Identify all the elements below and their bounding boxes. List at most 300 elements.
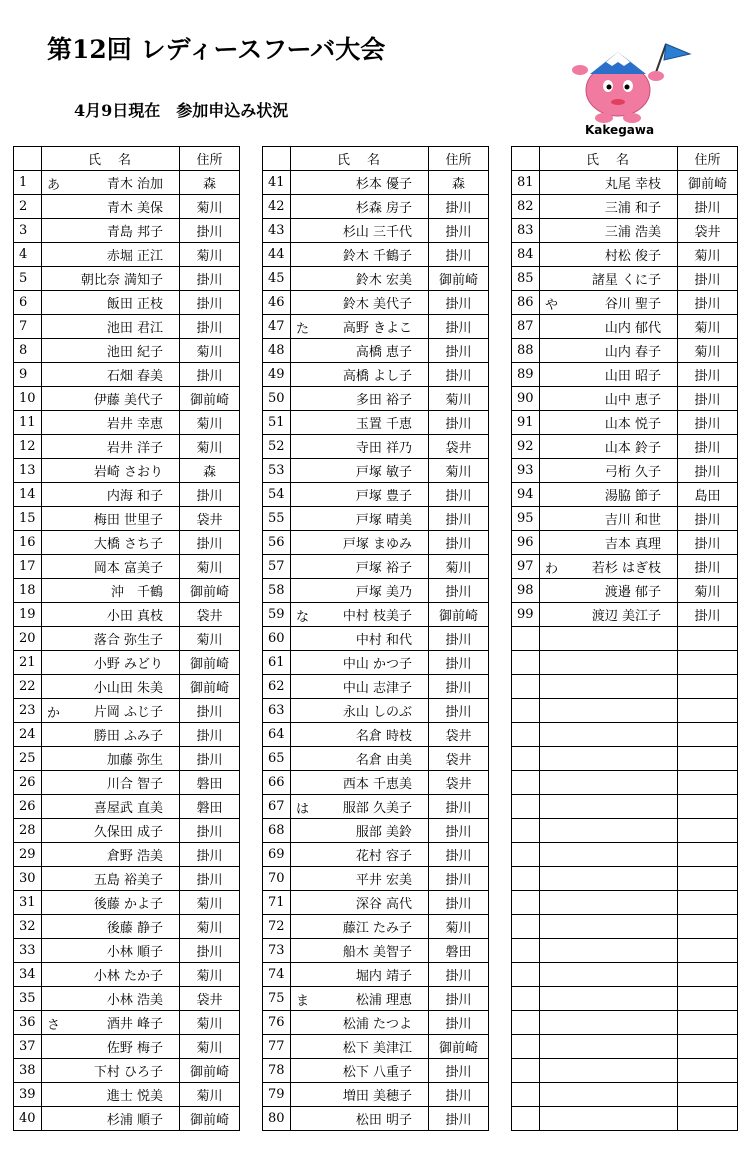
- entry-name-cell: [42, 483, 180, 507]
- entry-number: 26: [14, 795, 42, 819]
- table-header-row: [14, 147, 240, 171]
- entry-name-cell: [540, 1035, 678, 1059]
- entry-number: [512, 1059, 540, 1083]
- entry-name-cell: [291, 243, 429, 267]
- entry-name: 平井 宏美: [355, 873, 412, 888]
- entry-name: 飯田 正枝: [106, 297, 163, 312]
- entry-number: 83: [512, 219, 540, 243]
- entry-name: 久保田 成子: [93, 825, 163, 840]
- table-row: [263, 747, 489, 771]
- entry-address: [678, 867, 738, 891]
- entry-name: 戸塚 敏子: [355, 465, 412, 480]
- table-row: [263, 435, 489, 459]
- entry-address: 菊川: [429, 915, 489, 939]
- entry-name: 渡辺 美江子: [591, 609, 661, 624]
- entry-number: 42: [263, 195, 291, 219]
- entry-name: 沖 千鶴: [110, 585, 163, 600]
- table-row: [14, 867, 240, 891]
- entry-address: 掛川: [429, 891, 489, 915]
- entry-name-cell: [291, 747, 429, 771]
- table-row: [512, 771, 738, 795]
- entry-address: 磐田: [180, 771, 240, 795]
- entry-name: 高野 きよこ: [342, 321, 412, 336]
- entry-number: [512, 651, 540, 675]
- entry-name-cell: [42, 723, 180, 747]
- entry-number: 18: [14, 579, 42, 603]
- entry-name-cell: [291, 1011, 429, 1035]
- table-row: [14, 771, 240, 795]
- table-row: [14, 411, 240, 435]
- entry-number: [512, 987, 540, 1011]
- entry-address: 袋井: [678, 219, 738, 243]
- entry-address: 菊川: [429, 387, 489, 411]
- entry-number: [512, 627, 540, 651]
- table-row: [14, 315, 240, 339]
- entry-name-cell: [291, 915, 429, 939]
- entry-address: [678, 627, 738, 651]
- entry-address: 掛川: [180, 747, 240, 771]
- entry-name-cell: [42, 435, 180, 459]
- entry-number: 61: [263, 651, 291, 675]
- table-row: [512, 699, 738, 723]
- entry-name: 岩崎 さおり: [93, 465, 163, 480]
- entry-name-cell: [291, 603, 429, 627]
- entry-name-cell: [291, 483, 429, 507]
- entry-name-cell: [540, 507, 678, 531]
- entry-name-cell: [291, 819, 429, 843]
- entry-name-cell: [42, 1083, 180, 1107]
- entry-name: 小山田 朱美: [93, 681, 163, 696]
- entry-name: 石畑 春美: [106, 369, 163, 384]
- entry-address: 菊川: [180, 891, 240, 915]
- entry-name: 弓桁 久子: [604, 465, 661, 480]
- entry-address: 御前崎: [180, 651, 240, 675]
- entry-name: 加藤 弥生: [106, 753, 163, 768]
- entry-number: 56: [263, 531, 291, 555]
- entry-number: 66: [263, 771, 291, 795]
- table-row: [263, 267, 489, 291]
- entry-number: 90: [512, 387, 540, 411]
- entry-name-cell: [291, 435, 429, 459]
- entry-name: 五島 裕美子: [93, 873, 163, 888]
- table-row: [512, 915, 738, 939]
- entry-address: [678, 819, 738, 843]
- entry-number: 19: [14, 603, 42, 627]
- entry-address: 掛川: [429, 795, 489, 819]
- kana-group-marker: や: [545, 298, 559, 313]
- table-row: [263, 867, 489, 891]
- entry-number: 12: [14, 435, 42, 459]
- table-row: [14, 579, 240, 603]
- table-row: [512, 579, 738, 603]
- entry-number: 76: [263, 1011, 291, 1035]
- entry-number: 37: [14, 1035, 42, 1059]
- table-row: [14, 531, 240, 555]
- entry-name: 丸尾 幸枝: [604, 177, 661, 192]
- page-title: 第12回 レディースフーバ大会: [47, 35, 386, 64]
- entry-name: 小田 真枝: [106, 609, 163, 624]
- entry-name-cell: [291, 963, 429, 987]
- entry-name: 三浦 和子: [604, 201, 661, 216]
- entry-number: 14: [14, 483, 42, 507]
- entry-name-cell: [540, 387, 678, 411]
- entry-address: 磐田: [180, 795, 240, 819]
- entry-name: 酒井 峰子: [106, 1017, 163, 1032]
- entry-number: 93: [512, 459, 540, 483]
- entry-number: 36: [14, 1011, 42, 1035]
- entry-name-cell: [540, 939, 678, 963]
- entry-address: [678, 771, 738, 795]
- entry-name-cell: [291, 723, 429, 747]
- entry-number: 38: [14, 1059, 42, 1083]
- entry-name: 川合 智子: [106, 777, 163, 792]
- entry-name: 松下 美津江: [342, 1041, 412, 1056]
- entry-address: 御前崎: [180, 579, 240, 603]
- kana-group-marker: た: [296, 322, 310, 337]
- entry-name-cell: [42, 459, 180, 483]
- entry-name-cell: [540, 195, 678, 219]
- entry-number: 6: [14, 291, 42, 315]
- entry-name-cell: [42, 291, 180, 315]
- entry-name: 杉本 優子: [355, 177, 412, 192]
- entry-name-cell: [540, 699, 678, 723]
- entry-number: 50: [263, 387, 291, 411]
- entry-name: 進士 悦美: [106, 1089, 163, 1104]
- entry-address: 掛川: [429, 579, 489, 603]
- entry-address: 掛川: [180, 363, 240, 387]
- entry-name-cell: [291, 891, 429, 915]
- entry-number: 59: [263, 603, 291, 627]
- kana-group-marker: か: [47, 706, 61, 721]
- entry-name-cell: [540, 627, 678, 651]
- entry-number: 44: [263, 243, 291, 267]
- entry-name-cell: [540, 315, 678, 339]
- table-row: [14, 795, 240, 819]
- entry-name: 中山 志津子: [342, 681, 412, 696]
- table-row: [263, 507, 489, 531]
- entry-address: 菊川: [678, 315, 738, 339]
- entry-name: 山中 恵子: [604, 393, 661, 408]
- entry-address: 菊川: [180, 411, 240, 435]
- entry-number: 64: [263, 723, 291, 747]
- entry-number: 8: [14, 339, 42, 363]
- entry-address: 掛川: [429, 1059, 489, 1083]
- entry-number: 94: [512, 483, 540, 507]
- entry-address: 御前崎: [429, 1035, 489, 1059]
- table-row: [512, 651, 738, 675]
- entry-number: [512, 771, 540, 795]
- entry-name: 内海 和子: [106, 489, 163, 504]
- entry-name: 谷川 聖子: [604, 297, 661, 312]
- entry-address: 掛川: [678, 507, 738, 531]
- entry-number: 75: [263, 987, 291, 1011]
- entry-name: 中村 枝美子: [342, 609, 412, 624]
- entry-name-cell: [540, 675, 678, 699]
- entry-name: 鈴木 美代子: [342, 297, 412, 312]
- table-row: [263, 219, 489, 243]
- table-row: [14, 435, 240, 459]
- table-row: [263, 699, 489, 723]
- table-header-row: [263, 147, 489, 171]
- table-row: [512, 315, 738, 339]
- table-row: [263, 915, 489, 939]
- entry-name-cell: [42, 1059, 180, 1083]
- entry-number: 68: [263, 819, 291, 843]
- entry-name: 梅田 世里子: [93, 513, 163, 528]
- entry-number: [512, 867, 540, 891]
- entry-name-cell: [540, 747, 678, 771]
- entry-name: 西本 千恵美: [342, 777, 412, 792]
- entry-address: [678, 699, 738, 723]
- entry-address: 御前崎: [678, 171, 738, 195]
- table-row: [14, 195, 240, 219]
- table-row: [14, 387, 240, 411]
- entry-name: 後藤 かよ子: [93, 897, 163, 912]
- entry-address: [678, 723, 738, 747]
- entry-number: 79: [263, 1083, 291, 1107]
- roster-table-2: [262, 146, 489, 1131]
- entry-number: 70: [263, 867, 291, 891]
- entry-name-cell: [540, 459, 678, 483]
- kana-group-marker: さ: [47, 1018, 61, 1033]
- entry-name-cell: [42, 771, 180, 795]
- entry-name-cell: [42, 891, 180, 915]
- entry-name-cell: [540, 819, 678, 843]
- entry-number: [512, 963, 540, 987]
- header-address: 住所: [678, 147, 738, 171]
- entry-name: 山内 春子: [604, 345, 661, 360]
- table-row: [14, 243, 240, 267]
- table-row: [263, 627, 489, 651]
- entry-number: 16: [14, 531, 42, 555]
- entry-number: [512, 699, 540, 723]
- entry-address: [678, 843, 738, 867]
- entry-number: 24: [14, 723, 42, 747]
- header-name: 氏 名: [42, 147, 180, 171]
- table-row: [263, 1083, 489, 1107]
- entry-name: 名倉 時枝: [355, 729, 412, 744]
- table-row: [263, 891, 489, 915]
- entry-number: 9: [14, 363, 42, 387]
- entry-number: 41: [263, 171, 291, 195]
- entry-number: 85: [512, 267, 540, 291]
- entry-name-cell: [42, 579, 180, 603]
- entry-name-cell: [540, 411, 678, 435]
- table-row: [512, 219, 738, 243]
- entry-name-cell: [291, 795, 429, 819]
- header-number: [512, 147, 540, 171]
- entry-name-cell: [42, 843, 180, 867]
- table-row: [14, 987, 240, 1011]
- entry-name-cell: [42, 411, 180, 435]
- entry-name: 名倉 由美: [355, 753, 412, 768]
- table-row: [512, 531, 738, 555]
- entry-name: 戸塚 裕子: [355, 561, 412, 576]
- entry-number: 29: [14, 843, 42, 867]
- entry-name: 落合 弥生子: [93, 633, 163, 648]
- entry-name: 岩井 洋子: [106, 441, 163, 456]
- entry-address: 森: [180, 459, 240, 483]
- entry-name: 下村 ひろ子: [93, 1065, 163, 1080]
- entry-name-cell: [291, 555, 429, 579]
- entry-number: 22: [14, 675, 42, 699]
- entry-number: 55: [263, 507, 291, 531]
- kana-group-marker: あ: [47, 178, 61, 193]
- entry-name-cell: [540, 531, 678, 555]
- entry-address: 掛川: [678, 195, 738, 219]
- entry-name: 倉野 浩美: [106, 849, 163, 864]
- entry-address: 掛川: [429, 363, 489, 387]
- entry-name-cell: [291, 195, 429, 219]
- entry-name-cell: [291, 579, 429, 603]
- entry-address: 掛川: [429, 1011, 489, 1035]
- table-row: [263, 1011, 489, 1035]
- table-row: [263, 795, 489, 819]
- entry-name: 増田 美穂子: [342, 1089, 412, 1104]
- entry-address: 掛川: [180, 699, 240, 723]
- table-row: [512, 555, 738, 579]
- entry-address: 掛川: [429, 339, 489, 363]
- table-row: [263, 195, 489, 219]
- table-row: [512, 459, 738, 483]
- entry-address: 御前崎: [180, 1107, 240, 1131]
- kana-group-marker: な: [296, 610, 310, 625]
- entry-number: [512, 843, 540, 867]
- table-row: [263, 459, 489, 483]
- entry-name: 玉置 千恵: [355, 417, 412, 432]
- entry-address: 掛川: [429, 699, 489, 723]
- entry-name-cell: [540, 291, 678, 315]
- table-row: [263, 531, 489, 555]
- entry-name: 伊藤 美代子: [93, 393, 163, 408]
- table-row: [512, 267, 738, 291]
- entry-address: 掛川: [678, 387, 738, 411]
- entry-name-cell: [540, 891, 678, 915]
- entry-address: 袋井: [180, 603, 240, 627]
- entry-name: 渡邉 郁子: [604, 585, 661, 600]
- entry-name: 小野 みどり: [93, 657, 163, 672]
- table-row: [512, 795, 738, 819]
- entry-number: [512, 1011, 540, 1035]
- entry-number: 51: [263, 411, 291, 435]
- entry-number: 92: [512, 435, 540, 459]
- entry-address: 掛川: [429, 195, 489, 219]
- table-row: [14, 339, 240, 363]
- entry-number: 82: [512, 195, 540, 219]
- entry-name-cell: [42, 555, 180, 579]
- entry-number: 49: [263, 363, 291, 387]
- entry-name: 戸塚 まゆみ: [342, 537, 412, 552]
- entry-number: 30: [14, 867, 42, 891]
- entry-name-cell: [291, 867, 429, 891]
- entry-name-cell: [540, 963, 678, 987]
- entry-address: 掛川: [180, 315, 240, 339]
- entry-address: 掛川: [678, 363, 738, 387]
- entry-name: 吉本 真理: [604, 537, 661, 552]
- entry-address: 掛川: [678, 435, 738, 459]
- entry-name-cell: [42, 915, 180, 939]
- entry-name-cell: [291, 771, 429, 795]
- entry-address: 掛川: [429, 651, 489, 675]
- entry-name-cell: [540, 1083, 678, 1107]
- entry-name: 多田 裕子: [355, 393, 412, 408]
- entry-name: 中山 かつ子: [342, 657, 412, 672]
- entry-name-cell: [42, 987, 180, 1011]
- entry-number: 7: [14, 315, 42, 339]
- kana-group-marker: ま: [296, 994, 310, 1009]
- entry-number: [512, 1107, 540, 1131]
- entry-address: [678, 1059, 738, 1083]
- table-row: [512, 1011, 738, 1035]
- table-row: [512, 891, 738, 915]
- entry-name-cell: [540, 795, 678, 819]
- entry-address: 掛川: [429, 483, 489, 507]
- table-row: [512, 291, 738, 315]
- table-row: [14, 483, 240, 507]
- entry-address: 菊川: [180, 339, 240, 363]
- entry-number: 91: [512, 411, 540, 435]
- entry-name-cell: [42, 195, 180, 219]
- table-row: [512, 411, 738, 435]
- entry-name: 岡本 富美子: [93, 561, 163, 576]
- entry-number: 58: [263, 579, 291, 603]
- entry-address: 磐田: [429, 939, 489, 963]
- entry-name: 船木 美智子: [342, 945, 412, 960]
- entry-address: 掛川: [180, 531, 240, 555]
- entry-number: 23: [14, 699, 42, 723]
- entry-number: 78: [263, 1059, 291, 1083]
- entry-address: [678, 939, 738, 963]
- entry-name: 鈴木 宏美: [355, 273, 412, 288]
- entry-name-cell: [540, 1107, 678, 1131]
- entry-address: 掛川: [429, 867, 489, 891]
- entry-name-cell: [291, 387, 429, 411]
- table-row: [14, 627, 240, 651]
- entry-name: 山内 郁代: [604, 321, 661, 336]
- entry-address: 菊川: [180, 1035, 240, 1059]
- entry-number: [512, 795, 540, 819]
- entry-number: [512, 915, 540, 939]
- entry-number: 32: [14, 915, 42, 939]
- entry-address: 掛川: [180, 723, 240, 747]
- entry-name: 大橋 さち子: [93, 537, 163, 552]
- entry-address: 掛川: [678, 267, 738, 291]
- entry-number: [512, 939, 540, 963]
- entry-number: 69: [263, 843, 291, 867]
- entry-name: 中村 和代: [355, 633, 412, 648]
- entry-address: [678, 1035, 738, 1059]
- entry-address: 掛川: [429, 243, 489, 267]
- table-row: [14, 963, 240, 987]
- entry-name-cell: [291, 699, 429, 723]
- entry-name: 深谷 高代: [355, 897, 412, 912]
- table-row: [263, 291, 489, 315]
- table-row: [512, 867, 738, 891]
- entry-number: 13: [14, 459, 42, 483]
- entry-address: 掛川: [429, 627, 489, 651]
- entry-address: 掛川: [180, 267, 240, 291]
- mascot-label: Kakegawa: [585, 123, 655, 137]
- entry-address: 掛川: [429, 411, 489, 435]
- entry-address: 掛川: [429, 675, 489, 699]
- entry-address: 菊川: [180, 435, 240, 459]
- entry-number: 67: [263, 795, 291, 819]
- table-row: [14, 291, 240, 315]
- entry-name-cell: [291, 363, 429, 387]
- entry-name: 湯脇 節子: [604, 489, 661, 504]
- table-row: [14, 1011, 240, 1035]
- table-row: [14, 507, 240, 531]
